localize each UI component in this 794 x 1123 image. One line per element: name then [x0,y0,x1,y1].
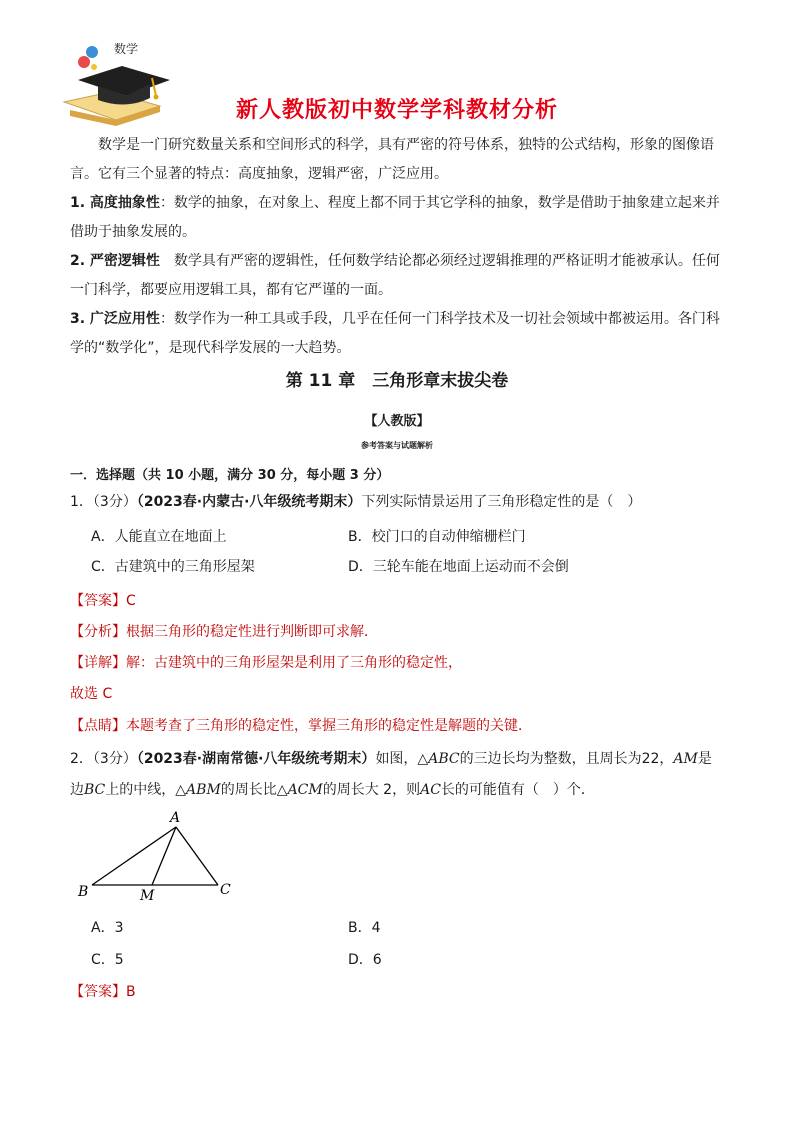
q1-analysis [70,621,378,641]
question-source: （2023春·湖南常德·八年级统考期末） [136,751,376,767]
answer-tag: 【答案】 [70,984,126,1000]
math-acm: ACM [287,782,323,798]
stem-part: 的三边长均为整数，且周长为22， [459,751,674,767]
point-2 [70,247,724,305]
q1-option-a: A．人能直立在地面上 [91,529,227,545]
answer-tag: 【答案】 [70,593,126,609]
q1-answer [70,590,136,610]
question-number: 2．（3分） [70,751,137,767]
point-1-label: 1. 高度抽象性 [70,195,160,211]
stem-part: 上的中线，△ [105,782,187,798]
chapter-title: 第 11 章 三角形章末拔尖卷 [285,371,509,391]
vertex-label-c: C [220,882,231,898]
reference-label: 参考答案与试题解析 [361,441,433,450]
comment-text: 本题考查了三角形的稳定性，掌握三角形的稳定性是解题的关键． [126,718,532,734]
stem-part: 长的可能值有（ ）个． [440,782,595,798]
q1-option-b: B．校门口的自动伸缩栅栏门 [348,529,526,545]
question-number: 1．（3分） [70,494,137,510]
logo-label: 数学 [114,42,139,56]
q1-detail [70,652,462,672]
q1-conclusion [70,683,112,703]
math-ac: AC [420,782,441,798]
q1-comment [70,715,532,735]
q2-option-a: A．3 [91,920,124,936]
vertex-label-a: A [170,810,181,826]
q1-option-c: C．古建筑中的三角形屋架 [91,559,255,575]
answer-value: B [126,984,136,1000]
triangle-figure [70,805,240,905]
page-title: 新人教版初中数学学科教材分析 [235,98,558,123]
math-abc: ABC [428,751,460,767]
question-text: 下列实际情景运用了三角形稳定性的是（ ） [361,494,642,510]
point-label-m: M [140,888,155,904]
point-1 [70,189,724,247]
point-3-label: 3. 广泛应用性 [70,311,160,327]
triangle-diagram [70,805,240,905]
point-2-text: 数学具有严密的逻辑性，任何数学结论都必须经过逻辑推理的严格证明才能被承认。任何一门科学，都要应用逻辑工具，都有它严谨的一面。 [70,253,720,298]
question-1-stem [70,487,724,518]
point-3-text: ：数学作为一种工具或手段，几乎在任何一门科学技术及一切社会领域中都被运用。各门科学的“数学化”，是现代科学发展的一大趋势。 [70,311,720,356]
detail-tag: 【详解】 [70,655,126,671]
comment-tag: 【点睛】 [70,718,126,734]
q2-option-b: B．4 [348,920,381,936]
edition-label: 【人教版】 [364,414,430,429]
q2-option-d: D．6 [348,952,382,968]
analysis-tag: 【分析】 [70,624,126,640]
stem-part: 的周长比△ [220,782,288,798]
math-am: AM [673,751,698,767]
point-2-label: 2. 严密逻辑性 [70,253,160,269]
q2-option-c: C．5 [91,952,124,968]
q1-option-d: D．三轮车能在地面上运动而不会倒 [348,559,569,575]
conclusion-text: 故选 C [70,686,113,702]
question-2-stem [70,744,724,806]
point-1-text: ：数学的抽象，在对象上、程度上都不同于其它学科的抽象，数学是借助于抽象建立起来并借助于抽象发展的。 [70,195,720,240]
q2-answer [70,981,136,1001]
stem-part: 是边 [70,751,712,798]
side-ac [176,827,218,885]
detail-text: 解：古建筑中的三角形屋架是利用了三角形的稳定性， [126,655,462,671]
section-heading: 一．选择题（共 10 小题，满分 30 分，每小题 3 分） [70,468,390,483]
intro-paragraph: 数学是一门研究数量关系和空间形式的科学，具有严密的符号体系，独特的公式结构，形象的图像语言。它有三个显著的特点：高度抽象，逻辑严密，广泛应用。 [70,137,714,182]
point-3 [70,305,724,363]
answer-value: C [126,593,136,609]
math-bc: BC [84,782,106,798]
stem-part: 的周长大 2，则 [322,782,421,798]
stem-part: 如图，△ [375,751,429,767]
vertex-label-b: B [78,884,89,900]
question-source: （2023春·内蒙古·八年级统考期末） [136,494,362,510]
math-abm: ABM [186,782,221,798]
analysis-text: 根据三角形的稳定性进行判断即可求解． [126,624,378,640]
